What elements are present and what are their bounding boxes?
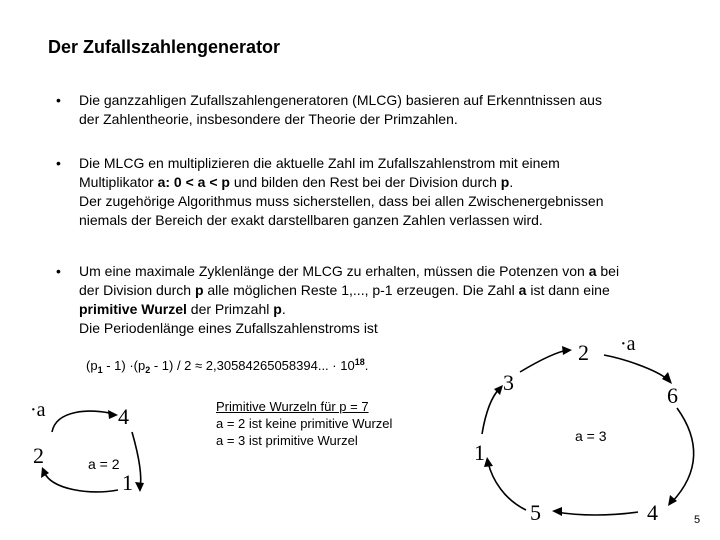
text-run: Multiplikator xyxy=(79,174,158,190)
text-line: der Zahlentheorie, insbesondere der Theorie der Primzahlen. xyxy=(79,111,458,127)
formula-part: . xyxy=(364,358,369,373)
arrowhead xyxy=(552,507,562,516)
text-line: Die MLCG en multiplizieren die aktuelle Zahl im Zufallszahlenstrom mit einem xyxy=(79,155,560,171)
info-line: a = 2 ist keine primitive Wurzel xyxy=(216,416,393,431)
text-run: ist dann eine xyxy=(526,282,610,298)
cycle-node: 1 xyxy=(122,470,133,495)
slide-title: Der Zufallszahlengenerator xyxy=(48,37,281,57)
cycle-arrow xyxy=(556,512,638,515)
formula-superscript: 18 xyxy=(354,357,365,367)
arrowhead xyxy=(562,346,572,355)
text-run-bold: p xyxy=(194,282,204,298)
info-line: a = 3 ist primitive Wurzel xyxy=(216,433,358,448)
cycle-node: 2 xyxy=(33,443,44,468)
cycle-arrow xyxy=(604,355,668,380)
arrowhead xyxy=(484,457,493,467)
text-run: . xyxy=(509,174,514,190)
text-run-bold: a: 0 < a < p xyxy=(157,174,230,190)
cycle-node: 4 xyxy=(118,404,129,429)
multiplier-label: ·a xyxy=(620,333,636,355)
cycle-arrow xyxy=(52,411,114,432)
formula-subscript: 2 xyxy=(145,365,151,375)
text-run: bei xyxy=(596,263,620,279)
cycle-arrow xyxy=(672,408,694,502)
text-run: der Division durch xyxy=(79,282,195,298)
cycle-arrow xyxy=(132,432,141,488)
bullet-marker: • xyxy=(56,263,61,279)
bullet-marker: • xyxy=(56,155,61,171)
text-run: der Primzahl xyxy=(186,301,274,317)
formula-subscript: 1 xyxy=(97,365,103,375)
formula-part: (p xyxy=(133,358,146,373)
cycle-node: 4 xyxy=(647,500,658,525)
formula-part: (p xyxy=(86,358,98,373)
text-run-bold: primitive Wurzel xyxy=(79,301,187,317)
text-line: Die ganzzahligen Zufallszahlengeneratoren (MLCG) basieren auf Erkenntnissen aus xyxy=(79,92,602,108)
multiply-dot: · xyxy=(129,358,134,373)
cycle-node: 2 xyxy=(578,340,589,365)
cycle-arrow xyxy=(520,350,568,372)
cycle-node: 3 xyxy=(503,370,514,395)
text-run: alle möglichen Reste 1,..., p-1 erzeugen. Die Zahl xyxy=(203,282,519,298)
text-line: Der zugehörige Algorithmus muss sicherstellen, dass bei allen Zwischenergebnissen xyxy=(79,193,604,209)
text-line: niemals der Bereich der exakt darstellbaren ganzen Zahlen verlassen wird. xyxy=(79,212,543,228)
cycle-arrow xyxy=(488,462,526,510)
arrowhead xyxy=(41,467,49,478)
cycle-node: 1 xyxy=(474,440,485,465)
cycle-node: 5 xyxy=(530,500,541,525)
arrowhead xyxy=(668,495,677,506)
page-number: 5 xyxy=(694,514,701,526)
cycle-arrow xyxy=(44,472,118,492)
formula-part: - 1) / 2 ≈ 2,30584265058394... · 10 xyxy=(150,358,355,373)
text-run: Um eine maximale Zyklenlänge der MLCG zu erhalten, müssen die Potenzen von xyxy=(79,263,589,279)
text-line: Die Periodenlänge eines Zufallszahlenstroms ist xyxy=(79,320,378,336)
text-run: . xyxy=(281,301,286,317)
bullet-marker: • xyxy=(56,92,61,108)
arrowhead xyxy=(135,482,144,492)
text-run-bold: p xyxy=(273,301,282,317)
text-run: und bilden den Rest bei der Division durch xyxy=(229,174,501,190)
cycle-caption: a = 3 xyxy=(575,428,607,444)
cycle-node: 6 xyxy=(667,383,678,408)
formula-part: - 1) xyxy=(102,358,130,373)
multiplier-label: ·a xyxy=(30,399,46,421)
text-run-bold: p xyxy=(500,174,510,190)
text-run-bold: a xyxy=(518,282,527,298)
arrowhead xyxy=(108,410,118,419)
cycle-caption: a = 2 xyxy=(88,456,120,472)
text-run-bold: a xyxy=(588,263,597,279)
info-line: Primitive Wurzeln für p = 7 xyxy=(216,399,369,414)
cycle-arrow xyxy=(482,388,500,434)
